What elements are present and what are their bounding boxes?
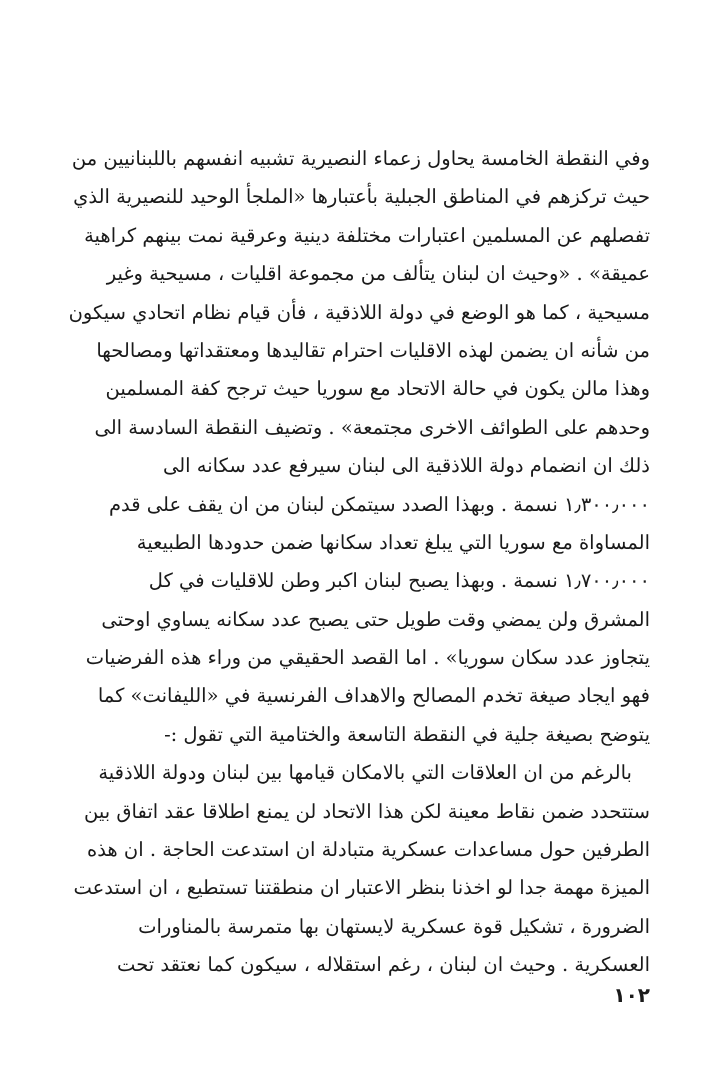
body-text xyxy=(62,140,650,985)
text-line: يتجاوز عدد سكان سوريا» . اما القصد الحقيقي من وراء هذه الفرضيات xyxy=(85,646,650,670)
page-number: ١٠٢ xyxy=(613,983,650,1007)
text-line: ستتحدد ضمن نقاط معينة لكن هذا الاتحاد لن يمنع اطلاقا عقد اتفاق بين xyxy=(84,799,650,823)
text-line: يتوضح بصيغة جلية في النقطة التاسعة والختامية التي تقول :- xyxy=(164,722,650,746)
text-line: من شأنه ان يضمن لهذه الاقليات احترام تقاليدها ومعتقداتها ومصالحها xyxy=(96,338,650,362)
text-line: ذلك ان انضمام دولة اللاذقية الى لبنان سيرفع عدد سكانه الى xyxy=(162,454,650,478)
text-line: مسيحية ، كما هو الوضع في دولة اللاذقية ، فأن قيام نظام اتحادي سيكون xyxy=(68,300,650,324)
text-line: حيث تركزهم في المناطق الجبلية بأعتبارها «الملجأ الوحيد للنصيرية الذي xyxy=(73,185,650,209)
text-line: عميقة» . «وحيث ان لبنان يتألف من مجموعة اقليات ، مسيحية وغير xyxy=(106,262,650,286)
text-line: ١٫٣٠٠٫٠٠٠ نسمة . وبهذا الصدد سيتمكن لبنان من ان يقف على قدم xyxy=(108,492,650,516)
text-line: الضرورة ، تشكيل قوة عسكرية لايستهان بها متمرسة بالمناورات xyxy=(138,914,650,938)
text-line: ١٫٧٠٠٫٠٠٠ نسمة . وبهذا يصبح لبنان اكبر وطن للاقليات في كل xyxy=(148,569,650,593)
text-line: المساواة مع سوريا التي يبلغ تعداد سكانها ضمن حدودها الطبيعية xyxy=(136,530,650,554)
text-line: بالرغم من ان العلاقات التي بالامكان قيامها بين لبنان ودولة اللاذقية xyxy=(98,761,632,785)
text-line: وهذا مالن يكون في حالة الاتحاد مع سوريا حيث ترجح كفة المسلمين xyxy=(105,377,650,401)
text-line: المشرق ولن يمضي وقت طويل حتى يصبح عدد سكانه يساوي اوحتى xyxy=(101,607,650,631)
text-line: الميزة مهمة جدا لو اخذنا بنظر الاعتبار ان منطقتنا تستطيع ، ان استدعت xyxy=(73,876,650,900)
text-line: وفي النقطة الخامسة يحاول زعماء النصيرية تشبيه انفسهم باللبنانيين من xyxy=(71,147,650,170)
text-line: وحدهم على الطوائف الاخرى مجتمعة» . وتضيف النقطة السادسة الى xyxy=(94,415,650,439)
text-line: العسكرية . وحيث ان لبنان ، رغم استقلاله ، سيكون كما نعتقد تحت xyxy=(117,953,650,977)
text-line: تفصلهم عن المسلمين اعتبارات مختلفة دينية وعرقية نمت بينهم كراهية xyxy=(84,223,650,247)
text-line: فهو ايجاد صيغة تخدم المصالح والاهداف الفرنسية في «الليفانت» كما xyxy=(97,684,650,708)
text-line: الطرفين حول مساعدات عسكرية متبادلة ان استدعت الحاجة . ان هذه xyxy=(86,838,650,862)
